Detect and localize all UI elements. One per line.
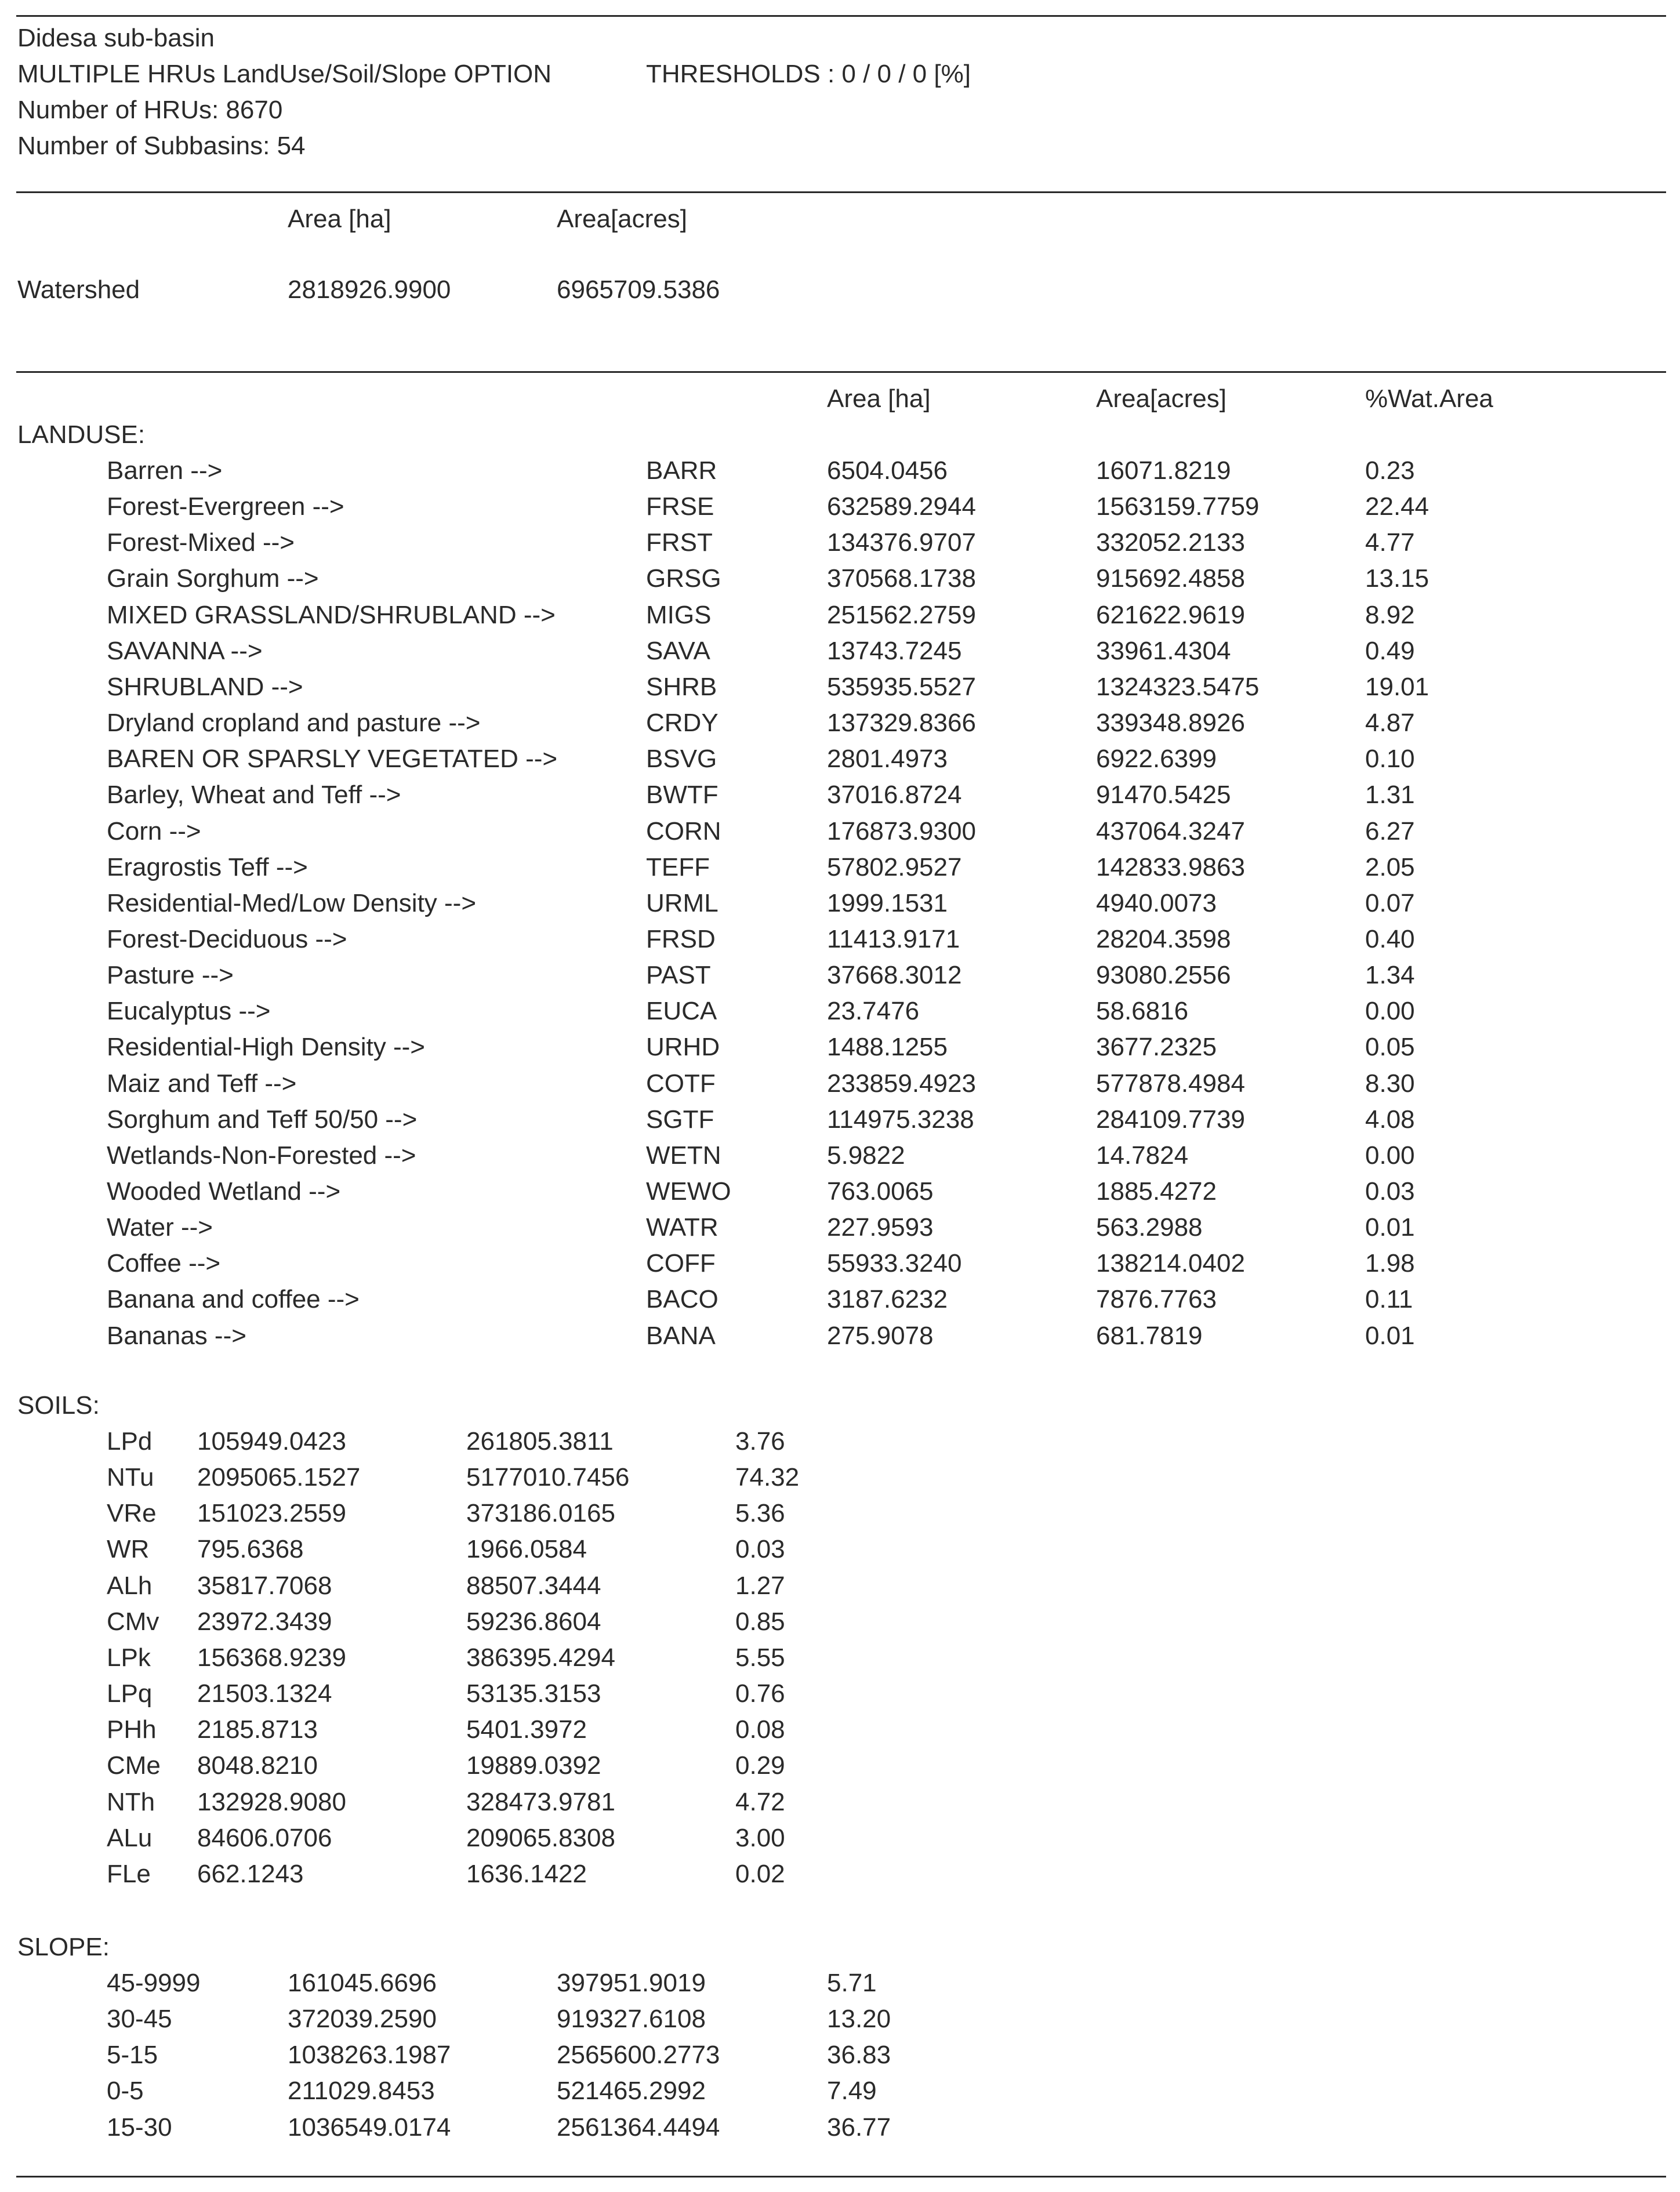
landuse-name: SHRUBLAND --> [107,672,303,701]
landuse-name: Forest-Mixed --> [107,528,295,557]
pct-wat-area-cell: 1.27 [735,1571,785,1600]
soil-name: ALu [107,1823,153,1852]
landuse-code: CORN [646,816,721,845]
landuse-code: BSVG [646,745,717,774]
area-acres-cell: 33961.4304 [1096,636,1231,665]
pct-wat-area-cell: 5.55 [735,1643,785,1672]
area-acres-cell: 577878.4984 [1096,1069,1245,1098]
bottom-divider [16,2176,1666,2178]
pct-wat-area-cell: 4.08 [1365,1105,1415,1134]
landuse-code: FRSD [646,924,716,953]
area-ha-cell: 37016.8724 [827,781,962,810]
area-acres-cell: 2565600.2773 [557,2041,720,2070]
area-acres-cell: 1966.0584 [466,1535,587,1564]
landuse-name: Grain Sorghum --> [107,564,319,593]
area-acres-cell: 2561364.4494 [557,2113,720,2142]
pct-wat-area-cell: 0.85 [735,1607,785,1636]
landuse-code: BANA [646,1321,716,1350]
area-ha-cell: 55933.3240 [827,1249,962,1278]
area-ha-cell: 535935.5527 [827,672,976,701]
landuse-code: BWTF [646,781,719,810]
pct-wat-area-cell: 4.87 [1365,709,1415,738]
area-acres-cell: 261805.3811 [466,1427,614,1456]
landuse-title: LANDUSE: [17,420,146,449]
pct-wat-area-cell: 0.00 [1365,997,1415,1026]
landuse-code: COFF [646,1249,716,1278]
landuse-name: SAVANNA --> [107,636,263,665]
landuse-code: WEWO [646,1177,731,1206]
area-acres-cell: 1324323.5475 [1096,672,1260,701]
soil-name: FLe [107,1859,151,1888]
area-ha-cell: 84606.0706 [197,1823,332,1852]
area-acres-cell: 563.2988 [1096,1213,1203,1242]
pct-wat-area-cell: 36.83 [827,2041,891,2070]
pct-wat-area-cell: 0.05 [1365,1033,1415,1062]
area-ha-cell: 105949.0423 [197,1427,346,1456]
landuse-code: WATR [646,1213,719,1242]
landuse-code: FRSE [646,492,714,521]
col-area-ha: Area [ha] [827,384,931,413]
pct-wat-area-cell: 0.29 [735,1751,785,1780]
area-ha-cell: 2095065.1527 [197,1463,361,1492]
slope-class: 5-15 [107,2041,158,2070]
area-ha-cell: 795.6368 [197,1535,304,1564]
area-ha-cell: 233859.4923 [827,1069,976,1098]
landuse-name: Dryland cropland and pasture --> [107,709,481,738]
soil-name: LPk [107,1643,151,1672]
area-ha-cell: 5.9822 [827,1141,905,1170]
col-area-acres: Area[acres] [1096,384,1227,413]
landuse-name: MIXED GRASSLAND/SHRUBLAND --> [107,600,556,629]
area-ha-cell: 21503.1324 [197,1679,332,1708]
area-acres-cell: 332052.2133 [1096,528,1245,557]
pct-wat-area-cell: 5.71 [827,1969,877,1997]
landuse-code: BACO [646,1285,719,1314]
pct-wat-area-cell: 0.03 [735,1535,785,1564]
area-ha-cell: 662.1243 [197,1859,304,1888]
soil-name: NTh [107,1787,155,1816]
pct-wat-area-cell: 4.72 [735,1787,785,1816]
area-acres-cell: 93080.2556 [1096,961,1231,990]
landuse-name: Pasture --> [107,961,234,990]
soil-name: LPq [107,1679,153,1708]
pct-wat-area-cell: 0.40 [1365,924,1415,953]
landuse-code: PAST [646,961,711,990]
landuse-name: Barren --> [107,456,223,485]
pct-wat-area-cell: 13.20 [827,2005,891,2034]
area-acres-cell: 386395.4294 [466,1643,615,1672]
pct-wat-area-cell: 0.00 [1365,1141,1415,1170]
landuse-code: SHRB [646,672,717,701]
col-pct-wat-area: %Wat.Area [1365,384,1493,413]
area-acres-cell: 58.6816 [1096,997,1189,1026]
watershed-area-ha: 2818926.9900 [288,275,451,304]
area-acres-cell: 19889.0392 [466,1751,601,1780]
landuse-name: Forest-Deciduous --> [107,924,347,953]
area-acres-cell: 3677.2325 [1096,1033,1217,1062]
watershed-area-acres: 6965709.5386 [557,275,720,304]
landuse-name: Eragrostis Teff --> [107,852,308,881]
area-ha-cell: 35817.7068 [197,1571,332,1600]
area-ha-cell: 275.9078 [827,1321,934,1350]
area-acres-cell: 59236.8604 [466,1607,601,1636]
area-ha-cell: 1036549.0174 [288,2113,451,2142]
area-acres-cell: 284109.7739 [1096,1105,1245,1134]
area-ha-cell: 1999.1531 [827,888,948,917]
landuse-name: Banana and coffee --> [107,1285,360,1314]
pct-wat-area-cell: 19.01 [1365,672,1429,701]
area-acres-cell: 397951.9019 [557,1969,706,1997]
soil-name: LPd [107,1427,153,1456]
pct-wat-area-cell: 0.76 [735,1679,785,1708]
hru-option: MULTIPLE HRUs LandUse/Soil/Slope OPTION [17,60,552,88]
area-ha-cell: 251562.2759 [827,600,976,629]
area-ha-cell: 13743.7245 [827,636,962,665]
area-acres-cell: 138214.0402 [1096,1249,1245,1278]
landuse-name: Eucalyptus --> [107,997,271,1026]
landuse-name: Corn --> [107,816,201,845]
soil-name: NTu [107,1463,154,1492]
landuse-name: Bananas --> [107,1321,246,1350]
area-ha-cell: 156368.9239 [197,1643,346,1672]
area-acres-cell: 437064.3247 [1096,816,1245,845]
area-acres-cell: 5177010.7456 [466,1463,630,1492]
area-ha-cell: 161045.6696 [288,1969,437,1997]
area-ha-cell: 632589.2944 [827,492,976,521]
area-ha-cell: 37668.3012 [827,961,962,990]
area-acres-cell: 1885.4272 [1096,1177,1217,1206]
pct-wat-area-cell: 0.49 [1365,636,1415,665]
pct-wat-area-cell: 1.34 [1365,961,1415,990]
landuse-code: WETN [646,1141,721,1170]
pct-wat-area-cell: 0.11 [1365,1285,1413,1314]
area-ha-cell: 151023.2559 [197,1499,346,1528]
landuse-name: Forest-Evergreen --> [107,492,344,521]
pct-wat-area-cell: 13.15 [1365,564,1429,593]
watershed-col-area-ha: Area [ha] [288,205,391,233]
area-acres-cell: 16071.8219 [1096,456,1231,485]
soil-name: ALh [107,1571,153,1600]
area-acres-cell: 6922.6399 [1096,745,1217,774]
area-acres-cell: 88507.3444 [466,1571,601,1600]
divider [16,371,1666,373]
area-acres-cell: 1636.1422 [466,1859,587,1888]
slope-class: 30-45 [107,2005,172,2034]
area-acres-cell: 339348.8926 [1096,709,1245,738]
slope-class: 15-30 [107,2113,172,2142]
slope-title: SLOPE: [17,1933,110,1961]
pct-wat-area-cell: 2.05 [1365,852,1415,881]
pct-wat-area-cell: 5.36 [735,1499,785,1528]
area-acres-cell: 53135.3153 [466,1679,601,1708]
area-ha-cell: 1038263.1987 [288,2041,451,2070]
pct-wat-area-cell: 22.44 [1365,492,1429,521]
area-ha-cell: 227.9593 [827,1213,934,1242]
landuse-name: BAREN OR SPARSLY VEGETATED --> [107,745,558,774]
area-ha-cell: 23972.3439 [197,1607,332,1636]
area-acres-cell: 521465.2992 [557,2077,706,2106]
soil-name: VRe [107,1499,157,1528]
area-ha-cell: 6504.0456 [827,456,948,485]
soil-name: CMe [107,1751,161,1780]
area-acres-cell: 915692.4858 [1096,564,1245,593]
area-acres-cell: 4940.0073 [1096,888,1217,917]
area-acres-cell: 28204.3598 [1096,924,1231,953]
area-acres-cell: 7876.7763 [1096,1285,1217,1314]
landuse-name: Residential-Med/Low Density --> [107,888,477,917]
pct-wat-area-cell: 4.77 [1365,528,1415,557]
area-ha-cell: 8048.8210 [197,1751,318,1780]
area-ha-cell: 3187.6232 [827,1285,948,1314]
number-of-hrus: Number of HRUs: 8670 [17,96,283,124]
pct-wat-area-cell: 0.08 [735,1715,785,1744]
pct-wat-area-cell: 0.03 [1365,1177,1415,1206]
area-ha-cell: 137329.8366 [827,709,976,738]
area-ha-cell: 2801.4973 [827,745,948,774]
pct-wat-area-cell: 0.01 [1365,1213,1415,1242]
area-acres-cell: 5401.3972 [466,1715,587,1744]
area-acres-cell: 328473.9781 [466,1787,615,1816]
pct-wat-area-cell: 0.10 [1365,745,1415,774]
area-acres-cell: 209065.8308 [466,1823,615,1852]
area-acres-cell: 681.7819 [1096,1321,1203,1350]
area-acres-cell: 91470.5425 [1096,781,1231,810]
soil-name: PHh [107,1715,157,1744]
area-ha-cell: 176873.9300 [827,816,976,845]
landuse-name: Residential-High Density --> [107,1033,425,1062]
thresholds: THRESHOLDS : 0 / 0 / 0 [%] [646,60,971,88]
area-ha-cell: 114975.3238 [827,1105,974,1134]
pct-wat-area-cell: 1.31 [1365,781,1415,810]
area-acres-cell: 1563159.7759 [1096,492,1260,521]
area-ha-cell: 763.0065 [827,1177,934,1206]
landuse-code: URML [646,888,719,917]
pct-wat-area-cell: 6.27 [1365,816,1415,845]
number-of-subbasins: Number of Subbasins: 54 [17,132,306,160]
landuse-code: COTF [646,1069,716,1098]
pct-wat-area-cell: 0.02 [735,1859,785,1888]
area-ha-cell: 11413.9171 [827,924,960,953]
landuse-code: TEFF [646,852,710,881]
landuse-code: GRSG [646,564,721,593]
pct-wat-area-cell: 8.92 [1365,600,1415,629]
landuse-name: Wetlands-Non-Forested --> [107,1141,416,1170]
pct-wat-area-cell: 1.98 [1365,1249,1415,1278]
pct-wat-area-cell: 74.32 [735,1463,800,1492]
pct-wat-area-cell: 36.77 [827,2113,891,2142]
pct-wat-area-cell: 7.49 [827,2077,877,2106]
area-ha-cell: 370568.1738 [827,564,976,593]
area-ha-cell: 23.7476 [827,997,920,1026]
landuse-name: Maiz and Teff --> [107,1069,297,1098]
area-ha-cell: 372039.2590 [288,2005,437,2034]
landuse-code: CRDY [646,709,719,738]
landuse-code: BARR [646,456,717,485]
landuse-name: Wooded Wetland --> [107,1177,341,1206]
pct-wat-area-cell: 0.07 [1365,888,1415,917]
report-title: Didesa sub-basin [17,24,215,52]
pct-wat-area-cell: 0.01 [1365,1321,1415,1350]
area-acres-cell: 373186.0165 [466,1499,615,1528]
landuse-name: Coffee --> [107,1249,221,1278]
area-ha-cell: 1488.1255 [827,1033,948,1062]
area-ha-cell: 132928.9080 [197,1787,346,1816]
top-divider [16,15,1666,17]
divider [16,191,1666,193]
pct-wat-area-cell: 0.23 [1365,456,1415,485]
landuse-code: SAVA [646,636,710,665]
landuse-name: Water --> [107,1213,213,1242]
area-ha-cell: 211029.8453 [288,2077,435,2106]
area-acres-cell: 142833.9863 [1096,852,1245,881]
landuse-name: Barley, Wheat and Teff --> [107,781,401,810]
area-ha-cell: 57802.9527 [827,852,962,881]
area-ha-cell: 134376.9707 [827,528,976,557]
landuse-code: FRST [646,528,713,557]
pct-wat-area-cell: 3.76 [735,1427,785,1456]
soil-name: CMv [107,1607,159,1636]
area-acres-cell: 621622.9619 [1096,600,1245,629]
watershed-col-area-acres: Area[acres] [557,205,687,233]
soil-name: WR [107,1535,150,1564]
soils-title: SOILS: [17,1391,100,1420]
landuse-name: Sorghum and Teff 50/50 --> [107,1105,418,1134]
pct-wat-area-cell: 3.00 [735,1823,785,1852]
area-acres-cell: 14.7824 [1096,1141,1189,1170]
pct-wat-area-cell: 8.30 [1365,1069,1415,1098]
area-acres-cell: 919327.6108 [557,2005,706,2034]
landuse-code: SGTF [646,1105,714,1134]
slope-class: 0-5 [107,2077,144,2106]
landuse-code: EUCA [646,997,717,1026]
landuse-code: MIGS [646,600,712,629]
slope-class: 45-9999 [107,1969,201,1997]
area-ha-cell: 2185.8713 [197,1715,318,1744]
watershed-label: Watershed [17,275,140,304]
landuse-code: URHD [646,1033,720,1062]
